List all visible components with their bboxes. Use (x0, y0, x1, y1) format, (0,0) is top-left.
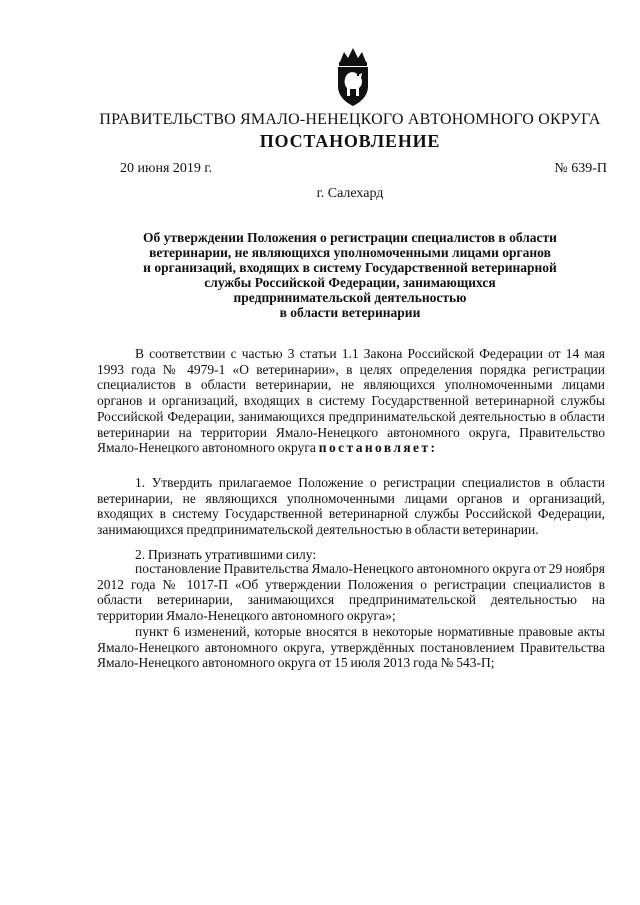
title-line: службы Российской Федерации, занимающихся (204, 275, 496, 290)
preamble-text: В соответствии с частью 3 статьи 1.1 Закона Российской Федерации от 14 мая 1993 года № 4979-1 «О ветеринарии», в целях определения порядка регистрации специалистов в области ветеринарии, не являющихся уполномоченными лицами органов и организаций, входящих в систему Государственной ветеринарной службы Российской Федерации, занимающихся предпринимательской деятельностью в области ветеринарии на территории Ямало-Ненецкого автономного округа, Правительство Ямало-Ненецкого автономного округа (97, 346, 605, 456)
decree-word: постановляет: (318, 440, 438, 456)
title-line: и организаций, входящих в систему Государственной ветеринарной (143, 260, 557, 275)
title-line: предпринимательской деятельностью (233, 290, 467, 305)
title-line: ветеринарии, не являющихся уполномоченными лицами органов (149, 245, 551, 260)
title-line: Об утверждении Положения о регистрации специалистов в области (143, 230, 557, 245)
document-number: № 639-П (554, 161, 607, 176)
coat-of-arms-icon (331, 44, 375, 108)
title-line: в области ветеринарии (279, 305, 421, 320)
document-type: ПОСТАНОВЛЕНИЕ (259, 131, 441, 151)
item-2b-paragraph: пункт 6 изменений, которые вносятся в некоторые нормативные правовые акты Ямало-Ненецкого автономного округа, утверждённых постановлением Правительства Ямало-Ненецкого автономного округа от 15 июля 2013 года № 543-П; (97, 624, 605, 671)
document-date: 20 июня 2019 г. (120, 161, 213, 176)
document-city: г. Салехард (316, 186, 384, 201)
organization-name: ПРАВИТЕЛЬСТВО ЯМАЛО-НЕНЕЦКОГО АВТОНОМНОГО ОКРУГА (99, 111, 601, 128)
preamble-paragraph (97, 346, 605, 456)
item-1-paragraph: 1. Утвердить прилагаемое Положение о регистрации специалистов в области ветеринарии, не являющихся уполномоченными лицами органов и организаций, входящих в систему Государственной ветеринарной службы Российской Федерации, занимающихся предпринимательской деятельностью в области ветеринарии. (97, 475, 605, 538)
item-2a-paragraph: постановление Правительства Ямало-Ненецкого автономного округа от 29 ноября 2012 года № 1017-П «Об утверждении Положения о регистрации специалистов в области ветеринарии, занимающихся предпринимательской деятельностью на территории Ямало-Ненецкого автономного округа»; (97, 561, 605, 624)
document-title (0, 230, 640, 320)
item-2-paragraph: 2. Признать утратившими силу: (135, 547, 317, 562)
